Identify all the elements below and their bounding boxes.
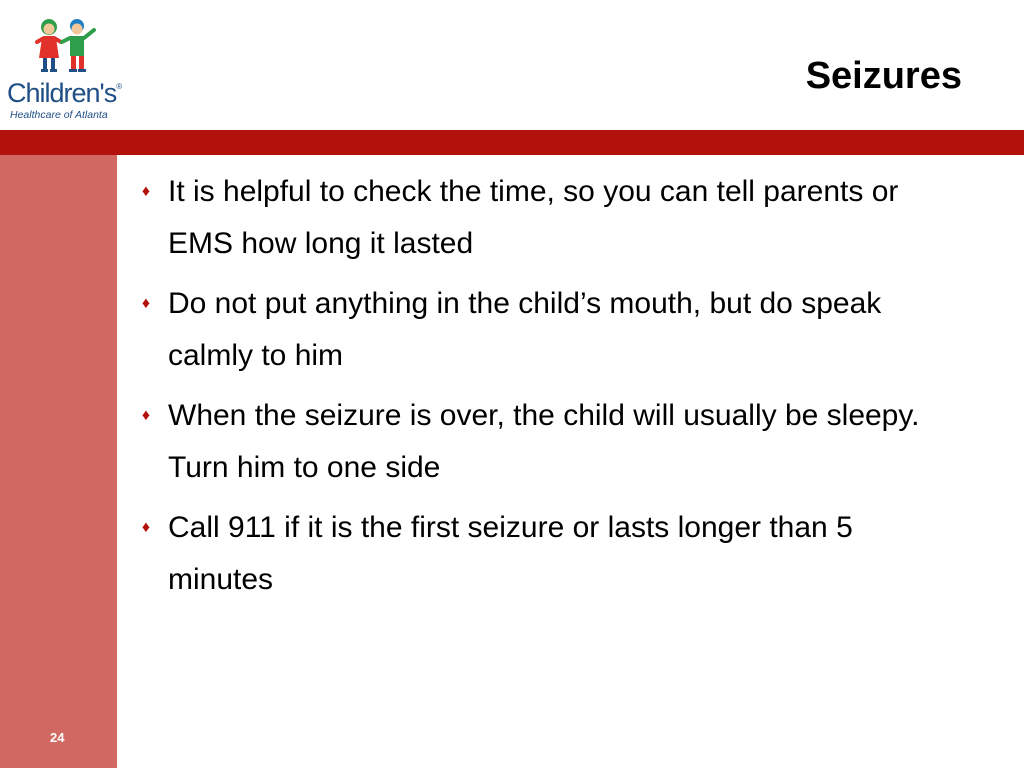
logo-wordmark: Children's®	[7, 78, 122, 108]
registered-mark: ®	[116, 82, 122, 91]
slide-title: Seizures	[805, 55, 962, 97]
diamond-bullet-icon: ♦	[141, 183, 151, 200]
header-band	[0, 130, 1024, 155]
logo-tagline: Healthcare of Atlanta	[10, 109, 108, 121]
bullet-text: It is helpful to check the time, so you can tell parents or EMS how long it lasted	[168, 175, 899, 260]
bullet-text: Do not put anything in the child’s mouth, but do speak calmly to him	[168, 287, 882, 372]
bullet-item	[134, 166, 964, 270]
page-number: 24	[50, 730, 65, 745]
diamond-bullet-icon: ♦	[141, 295, 151, 312]
diamond-bullet-icon: ♦	[141, 519, 151, 536]
children-figures-icon	[4, 12, 134, 76]
bullet-list	[134, 166, 964, 614]
bullet-text: Call 911 if it is the first seizure or lasts longer than 5 minutes	[168, 511, 853, 596]
bullet-item	[134, 390, 964, 494]
bullet-text: When the seizure is over, the child will usually be sleepy. Turn him to one side	[168, 399, 920, 484]
diamond-bullet-icon: ♦	[141, 407, 151, 424]
childrens-healthcare-logo	[4, 12, 134, 122]
bullet-item	[134, 502, 964, 606]
left-sidebar	[0, 155, 117, 768]
bullet-item	[134, 278, 964, 382]
